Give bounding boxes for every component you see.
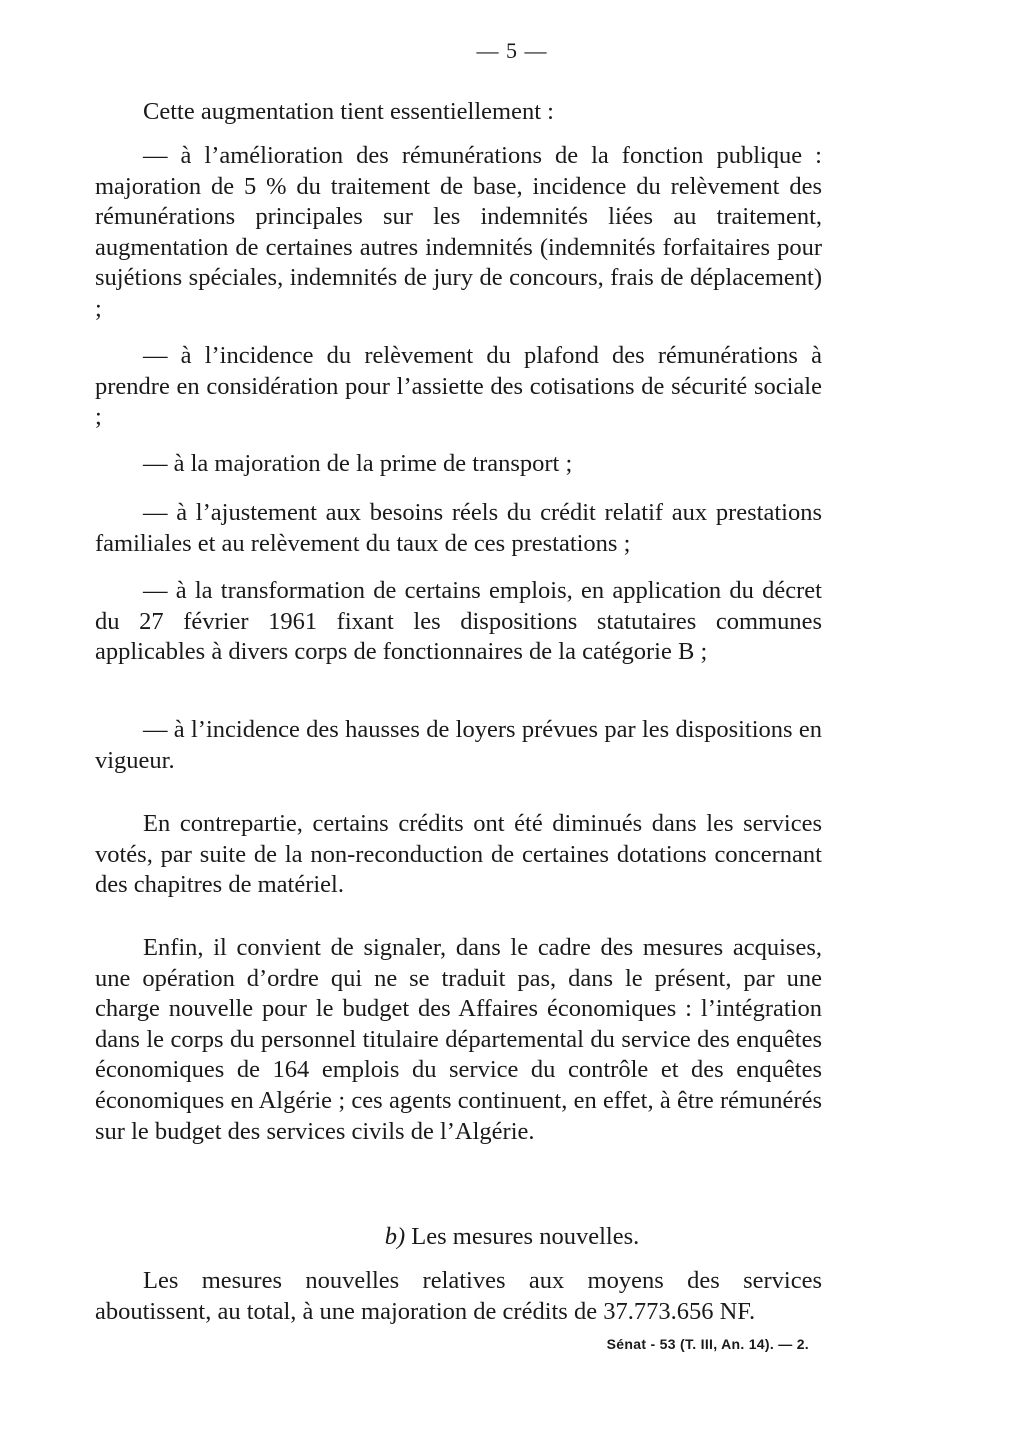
sub-heading [0,1222,1024,1253]
footer-reference: Sénat - 53 (T. III, An. 14). — 2. [606,1336,809,1352]
sub-heading-letter: b) [384,1223,406,1250]
paragraph-item-plafond: — à l’incidence du relèvement du plafond des rémunérations à prendre en considération pour l’assiette des cotisations de sécurité sociale ; [95,342,822,431]
paragraph-contrepartie: En contrepartie, certains crédits ont été diminués dans les services votés, par suite de la non-reconduction de certaines dotations concernant des chapitres de matériel. [95,810,822,899]
paragraph-item-loyers: — à l’incidence des hausses de loyers prévues par les dispositions en vigueur. [95,716,822,774]
paragraph-item-transport: — à la majoration de la prime de transport ; [143,450,573,477]
paragraph-mesures-nouvelles: Les mesures nouvelles relatives aux moyens des services aboutissent, au total, à une majoration de crédits de 37.773.656 NF. [95,1267,822,1325]
paragraph-enfin: Enfin, il convient de signaler, dans le cadre des mesures acquises, une opération d’ordre qui ne se traduit pas, dans le présent, par une charge nouvelle pour le budget des Affaires économiques : l’intégration dans le corps du personnel titulaire départemental du service des enquêtes économiques de 164 emplois du service du contrôle et des enquêtes économiques en Algérie ; ces agents continuent, en effet, à être rémunérés sur le budget des services civils de l’Algérie. [95,934,822,1145]
sub-heading-text: Les mesures nouvelles. [411,1223,640,1250]
paragraph-intro: Cette augmentation tient essentiellement : [143,98,554,125]
paragraph-item-prestations: — à l’ajustement aux besoins réels du crédit relatif aux prestations familiales et au relèvement du taux de ces prestations ; [95,499,822,557]
paragraph-item-emplois: — à la transformation de certains emplois, en application du décret du 27 février 1961 fixant les dispositions statutaires communes applicables à divers corps de fonctionnaires de la catégorie B ; [95,577,822,666]
paragraph-item-remunerations: — à l’amélioration des rémunérations de la fonction publique : majoration de 5 % du traitement de base, incidence du relèvement des rémunérations principales sur les indemnités liées au traitement, augmentation de certaines autres indemnités (indemnités forfaitaires pour sujétions spéciales, indemnités de jury de concours, frais de déplacement) ; [95,142,822,322]
page-number: — 5 — [476,38,548,63]
